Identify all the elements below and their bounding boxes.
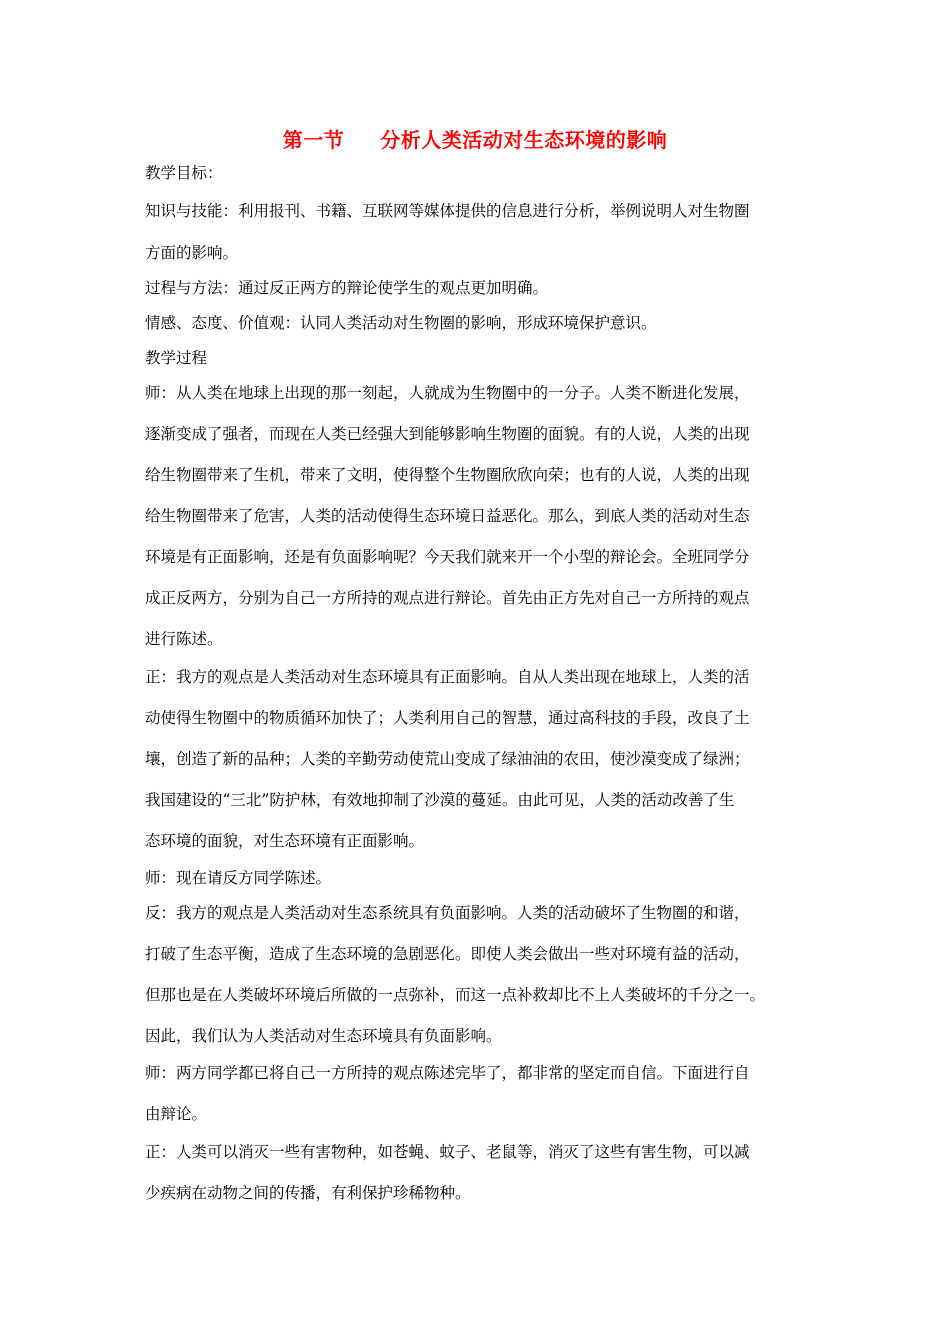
- process-heading: 教学过程: [145, 349, 208, 367]
- knowledge-line-2: 方面的影响。: [145, 244, 239, 262]
- teacher-intro-line-2: 逐渐变成了强者，而现在人类已经强大到能够影响生物圈的面貌。有的人说，人类的出现: [145, 425, 750, 443]
- title-section-name: 分析人类活动对生态环境的影响: [380, 128, 668, 152]
- pro-debate-line-2: 少疾病在动物之间的传播，有利保护珍稀物种。: [145, 1184, 471, 1202]
- con-statement-line-2: 打破了生态平衡，造成了生态环境的急剧恶化。即使人类会做出一些对环境有益的活动，: [145, 945, 750, 963]
- teacher-intro-line-4: 给生物圈带来了危害，人类的活动使得生态环境日益恶化。那么，到底人类的活动对生态: [145, 507, 750, 525]
- process-method-line: 过程与方法：通过反正两方的辩论使学生的观点更加明确。: [145, 279, 549, 297]
- pro-statement-line-2: 动使得生物圈中的物质循环加快了；人类利用自己的智慧，通过高科技的手段，改良了土: [145, 709, 750, 727]
- page-title: [0, 124, 950, 153]
- teacher-intro-line-6: 成正反两方，分别为自己一方所持的观点进行辩论。首先由正方先对自己一方所持的观点: [145, 589, 750, 607]
- con-statement-line-3: 但那也是在人类破坏环境后所做的一点弥补，而这一点补救却比不上人类破坏的千分之一。: [145, 986, 766, 1004]
- teacher-intro-line-5: 环境是有正面影响，还是有负面影响呢？今天我们就来开一个小型的辩论会。全班同学分: [145, 548, 750, 566]
- con-statement-line-4: 因此，我们认为人类活动对生态环境具有负面影响。: [145, 1027, 502, 1045]
- goal-heading: 教学目标：: [145, 164, 223, 182]
- con-statement-line-1: 反：我方的观点是人类活动对生态系统具有负面影响。人类的活动破坏了生物圈的和谐，: [145, 904, 750, 922]
- teacher-debate-line-2: 由辩论。: [145, 1105, 208, 1123]
- teacher-intro-line-7: 进行陈述。: [145, 630, 223, 648]
- pro-statement-line-3: 壤，创造了新的品种；人类的辛勤劳动使荒山变成了绿油油的农田，使沙漠变成了绿洲；: [145, 750, 750, 768]
- teacher-debate-line-1: 师：两方同学都已将自己一方所持的观点陈述完毕了，都非常的坚定而自信。下面进行自: [145, 1064, 750, 1082]
- knowledge-line-1: 知识与技能：利用报刊、书籍、互联网等媒体提供的信息进行分析，举例说明人对生物圈: [145, 202, 750, 220]
- emotion-line: 情感、态度、价值观：认同人类活动对生物圈的影响，形成环境保护意识。: [145, 314, 657, 332]
- pro-statement-line-5: 态环境的面貌，对生态环境有正面影响。: [145, 832, 425, 850]
- title-section-number: 第一节: [282, 128, 345, 152]
- pro-statement-line-4: 我国建设的“三北”防护林，有效地抑制了沙漠的蔓延。由此可见，人类的活动改善了生: [145, 791, 735, 809]
- pro-statement-line-1: 正：我方的观点是人类活动对生态环境具有正面影响。自从人类出现在地球上，人类的活: [145, 668, 750, 686]
- pro-debate-line-1: 正：人类可以消灭一些有害物种，如苍蝇、蚊子、老鼠等，消灭了这些有害生物，可以减: [145, 1143, 750, 1161]
- teacher-call-line: 师：现在请反方同学陈述。: [145, 869, 332, 887]
- teacher-intro-line-3: 给生物圈带来了生机，带来了文明，使得整个生物圈欣欣向荣；也有的人说，人类的出现: [145, 466, 750, 484]
- teacher-intro-line-1: 师：从人类在地球上出现的那一刻起，人就成为生物圈中的一分子。人类不断进化发展，: [145, 384, 750, 402]
